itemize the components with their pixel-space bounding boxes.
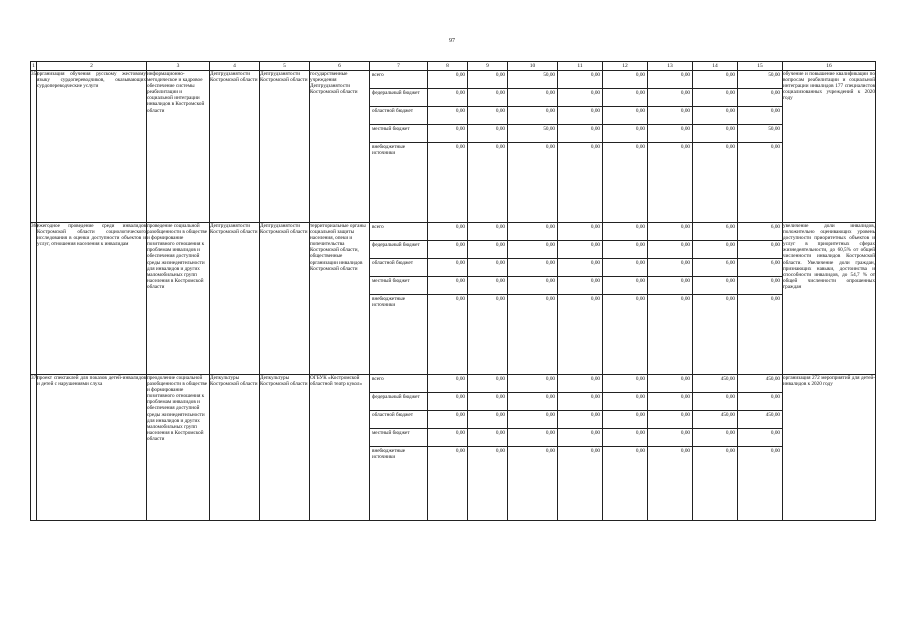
measure-name: организация обучения русскому жестовому языку сурдопереводчиков, оказывающих сурдопереводческие услуги <box>37 71 147 223</box>
value-cell: 0,00 <box>558 125 602 143</box>
value-cell: 0,00 <box>428 241 467 259</box>
value-cell: 0,00 <box>693 125 737 143</box>
value-cell: 0,00 <box>648 429 692 447</box>
value-cell: 6,00 <box>693 259 737 277</box>
value-cell: 0,00 <box>693 71 737 89</box>
partners: государственные учреждения Депгрудзанятости Костромской области <box>310 71 370 223</box>
value-cell: 50,00 <box>508 71 557 89</box>
value-cell: 0,00 <box>545 144 555 150</box>
value-cell: 0,00 <box>738 393 782 411</box>
column-number-cell: 7 <box>370 62 428 71</box>
value-cell: 0,00 <box>468 277 507 295</box>
column-number-cell: 9 <box>468 62 508 71</box>
value-cell: 0,00 <box>590 448 600 454</box>
value-cell: 0,00 <box>648 277 692 295</box>
column-number-cell: 4 <box>210 62 260 71</box>
value-cell: 0,00 <box>680 448 690 454</box>
partners: территориальные органы социальной защиты населения, опеки и попечительства Костромской области, общественные организации инвалидов Костромской области <box>310 223 370 375</box>
funding-source-label: местный бюджет <box>370 125 427 143</box>
value-cell: 0,00 <box>508 107 557 125</box>
value-cell: 0,00 <box>738 277 782 295</box>
column-number-cell: 12 <box>603 62 648 71</box>
value-column-cell <box>468 71 508 223</box>
value-cell: 0,00 <box>693 241 737 259</box>
funding-source-label: местный бюджет <box>370 429 427 447</box>
value-cell: 0,00 <box>468 223 507 241</box>
funding-source-label: федеральный бюджет <box>370 241 427 259</box>
measure-name: ежегодное проведение среди инвалидов Костромской области социологического исследования в оценки доступности объектов и услуг, отношения населения к инвалидам <box>37 223 147 375</box>
value-column-cell <box>428 71 468 223</box>
value-cell: 0,00 <box>648 259 692 277</box>
coordinator: Депгрудзанятости Костромской области <box>210 71 260 223</box>
value-cell: 0,00 <box>648 375 692 393</box>
value-column-cell <box>428 375 468 521</box>
value-cell: 0,00 <box>508 411 557 429</box>
value-cell: 0,00 <box>648 241 692 259</box>
value-column-cell <box>738 223 783 375</box>
task-description: информационно-методическое и кадровое обеспечение системы реабилитации и социальной интеграции инвалидов в Костромской области <box>147 71 210 223</box>
value-cell: 0,00 <box>508 375 557 393</box>
value-cell: 0,00 <box>508 223 557 241</box>
page-number: 97 <box>449 38 455 44</box>
value-cell: 0,00 <box>468 71 507 89</box>
value-cell: 0,00 <box>428 411 467 429</box>
funding-source-label: внебюджетные источники <box>372 296 406 309</box>
funding-source-label: областной бюджет <box>370 259 427 277</box>
value-cell: 0,00 <box>428 259 467 277</box>
value-cell: 0,00 <box>693 429 737 447</box>
value-cell: 0,00 <box>455 448 465 454</box>
column-number-row <box>31 62 876 71</box>
task-description: преодоление социальной разобщенности в обществе и формирование позитивного отношения к проблемам инвалидов и обеспечения доступной среды жизнедеятельности для инвалидов и других маломобильных групп населения в Костромской области <box>147 375 210 521</box>
column-number-cell: 8 <box>428 62 468 71</box>
value-cell: 0,00 <box>603 429 647 447</box>
funding-source-label: внебюджетные источники <box>372 144 406 157</box>
value-cell: 0,00 <box>558 223 602 241</box>
funding-source-label: федеральный бюджет <box>370 89 427 107</box>
executor: Депкультуры Костромской области <box>260 375 310 521</box>
value-cell: 50,00 <box>738 125 782 143</box>
funding-sources-cell <box>370 71 428 223</box>
table-row <box>31 375 876 521</box>
value-cell: 0,00 <box>468 375 507 393</box>
value-cell: 0,00 <box>738 429 782 447</box>
value-cell: 0,00 <box>428 71 467 89</box>
value-cell: 0,00 <box>558 411 602 429</box>
value-cell: 0,00 <box>558 429 602 447</box>
value-cell: 0,00 <box>428 125 467 143</box>
table-row <box>31 71 876 223</box>
value-cell: 0,00 <box>508 259 557 277</box>
value-cell: 0,00 <box>693 393 737 411</box>
expected-result: увеличение доли инвалидов, положительно оценивающих уровень доступности приоритетных объектов и услуг в приоритетных сферах жизнедеятельности, до 60,5% от общей численности инвалидов Костромской области. Увеличение доли граждан, признающих навыки, достоинства и способности инвалидов, до 54,7 % от общей численности опрошенных граждан <box>783 223 876 375</box>
coordinator: Депкультуры Костромской области <box>210 375 260 521</box>
value-cell: 0,00 <box>508 89 557 107</box>
funding-source-label: внебюджетные источники <box>372 448 406 461</box>
value-cell: 0,00 <box>428 375 467 393</box>
value-cell: 0,00 <box>508 429 557 447</box>
value-cell: 0,00 <box>508 241 557 259</box>
value-cell: 0,00 <box>428 277 467 295</box>
value-cell: 0,00 <box>455 144 465 150</box>
value-cell: 0,00 <box>680 296 690 302</box>
value-column-cell <box>648 223 693 375</box>
column-number-cell: 16 <box>783 62 876 71</box>
value-cell: 0,00 <box>648 393 692 411</box>
value-cell: 0,00 <box>603 71 647 89</box>
value-cell: 0,00 <box>738 89 782 107</box>
value-column-cell <box>468 223 508 375</box>
coordinator: Депгрудзанятости Костромской области <box>210 223 260 375</box>
value-cell: 0,00 <box>603 125 647 143</box>
value-cell: 0,00 <box>468 411 507 429</box>
value-cell: 0,00 <box>558 241 602 259</box>
column-number-cell: 14 <box>693 62 738 71</box>
value-cell: 0,00 <box>558 107 602 125</box>
value-cell: 0,00 <box>468 393 507 411</box>
column-number-cell: 15 <box>738 62 783 71</box>
value-cell: 0,00 <box>635 296 645 302</box>
value-cell: 0,00 <box>603 259 647 277</box>
funding-source-label: местный бюджет <box>370 277 427 295</box>
value-cell: 0,00 <box>468 429 507 447</box>
value-cell: 0,00 <box>468 259 507 277</box>
executor: Депгрудзанятости Костромской области <box>260 71 310 223</box>
value-cell: 0,00 <box>635 448 645 454</box>
value-cell: 450,00 <box>738 411 782 429</box>
value-cell: 0,00 <box>468 107 507 125</box>
value-cell: 0,00 <box>603 89 647 107</box>
value-column-cell <box>428 223 468 375</box>
column-number-cell: 5 <box>260 62 310 71</box>
value-cell: 0,00 <box>693 89 737 107</box>
column-number-cell: 10 <box>508 62 558 71</box>
value-cell: 0,00 <box>603 277 647 295</box>
value-cell: 0,00 <box>603 223 647 241</box>
value-cell: 0,00 <box>603 393 647 411</box>
value-cell: 0,00 <box>508 277 557 295</box>
value-cell: 450,00 <box>738 375 782 393</box>
budget-table <box>30 61 876 521</box>
funding-source-label: всего <box>370 71 427 89</box>
partners: ОГБУК «Костромской областной театр кукол» <box>310 375 370 521</box>
value-cell: 0,00 <box>603 411 647 429</box>
value-cell: 0,00 <box>558 71 602 89</box>
value-cell: 50,00 <box>738 71 782 89</box>
funding-source-label: всего <box>370 223 427 241</box>
value-cell: 0,00 <box>428 393 467 411</box>
column-number-cell: 2 <box>37 62 147 71</box>
value-column-cell <box>508 375 558 521</box>
value-column-cell <box>693 223 738 375</box>
value-column-cell <box>603 375 648 521</box>
row-number: 37) <box>31 375 37 521</box>
table-row <box>31 223 876 375</box>
value-column-cell <box>648 375 693 521</box>
value-column-cell <box>508 71 558 223</box>
value-cell: 0,00 <box>648 125 692 143</box>
value-cell: 0,00 <box>428 429 467 447</box>
value-cell: 0,00 <box>693 277 737 295</box>
expected-result: обучение и повышение квалификации по вопросам реабилитации и социальной интеграции инвалидов 177 специалистов социализованных учреждений к 2020 году <box>783 71 876 223</box>
value-column-cell <box>648 71 693 223</box>
value-cell: 0,00 <box>770 296 780 302</box>
value-cell: 0,00 <box>725 448 735 454</box>
value-cell: 0,00 <box>558 277 602 295</box>
value-column-cell <box>738 71 783 223</box>
value-cell: 0,00 <box>495 448 505 454</box>
value-cell: 450,00 <box>693 411 737 429</box>
value-cell: 0,00 <box>648 71 692 89</box>
value-column-cell <box>603 71 648 223</box>
funding-sources-cell <box>370 375 428 521</box>
value-cell: 0,00 <box>508 393 557 411</box>
value-cell: 450,00 <box>693 375 737 393</box>
value-column-cell <box>738 375 783 521</box>
value-cell: 0,00 <box>770 448 780 454</box>
value-cell: 0,00 <box>428 89 467 107</box>
row-number: 35) <box>31 71 37 223</box>
value-cell: 0,00 <box>603 241 647 259</box>
column-number-cell: 13 <box>648 62 693 71</box>
value-cell: 0,00 <box>603 107 647 125</box>
value-cell: 0,00 <box>725 296 735 302</box>
value-cell: 0,00 <box>648 411 692 429</box>
funding-source-label: всего <box>370 375 427 393</box>
value-cell: 0,00 <box>738 107 782 125</box>
funding-source-label: областной бюджет <box>370 107 427 125</box>
column-number-cell: 11 <box>558 62 603 71</box>
value-cell: 0,00 <box>558 375 602 393</box>
value-column-cell <box>558 375 603 521</box>
executor: Депгрудзанятости Костромской области <box>260 223 310 375</box>
value-cell: 0,00 <box>495 296 505 302</box>
value-cell: 0,00 <box>545 296 555 302</box>
value-cell: 0,00 <box>558 259 602 277</box>
value-cell: 50,00 <box>508 125 557 143</box>
value-cell: 0,00 <box>635 144 645 150</box>
row-number: 36) <box>31 223 37 375</box>
value-cell: 0,00 <box>468 241 507 259</box>
value-cell: 6,00 <box>738 223 782 241</box>
column-number-cell: 3 <box>147 62 210 71</box>
value-cell: 0,00 <box>648 107 692 125</box>
value-cell: 0,00 <box>725 144 735 150</box>
value-cell: 0,00 <box>603 375 647 393</box>
value-cell: 0,00 <box>680 144 690 150</box>
value-cell: 0,00 <box>648 223 692 241</box>
value-column-cell <box>603 223 648 375</box>
value-cell: 0,00 <box>428 223 467 241</box>
value-column-cell <box>508 223 558 375</box>
value-cell: 0,00 <box>590 144 600 150</box>
value-cell: 0,00 <box>495 144 505 150</box>
funding-sources-cell <box>370 223 428 375</box>
column-number-cell: 1 <box>32 63 35 69</box>
funding-source-label: областной бюджет <box>370 411 427 429</box>
value-cell: 0,00 <box>468 125 507 143</box>
value-cell: 0,00 <box>738 241 782 259</box>
task-description: проведение социальной разобщенности в обществе и формирование позитивного отношения к проблемам инвалидов и обеспечения доступной среды жизнедеятельности для инвалидов и других маломобильных групп населения в Костромской области <box>147 223 210 375</box>
value-cell: 0,00 <box>468 89 507 107</box>
value-cell: 6,00 <box>693 223 737 241</box>
funding-source-label: федеральный бюджет <box>370 393 427 411</box>
value-cell: 0,00 <box>770 144 780 150</box>
value-cell: 0,00 <box>558 89 602 107</box>
measure-name: проект спектаклей для показов детей-инвалидов и детей с нарушениями слуха <box>37 375 147 521</box>
expected-result: организация 272 мероприятий для детей-инвалидов к 2020 году <box>783 375 876 521</box>
column-number-cell: 6 <box>310 62 370 71</box>
value-cell: 0,00 <box>428 107 467 125</box>
value-column-cell <box>558 71 603 223</box>
value-cell: 0,00 <box>545 448 555 454</box>
value-column-cell <box>693 71 738 223</box>
value-cell: 6,00 <box>738 259 782 277</box>
value-cell: 0,00 <box>693 107 737 125</box>
value-cell: 0,00 <box>590 296 600 302</box>
value-column-cell <box>468 375 508 521</box>
value-column-cell <box>693 375 738 521</box>
value-column-cell <box>558 223 603 375</box>
value-cell: 0,00 <box>455 296 465 302</box>
value-cell: 0,00 <box>648 89 692 107</box>
value-cell: 0,00 <box>558 393 602 411</box>
